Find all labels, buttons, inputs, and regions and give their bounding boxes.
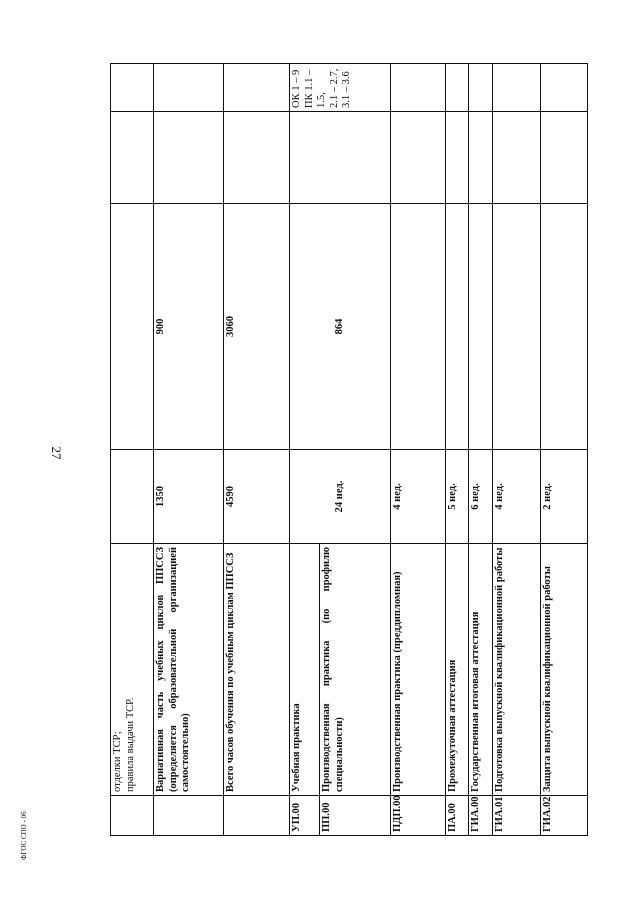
table-row — [111, 63, 154, 835]
curriculum-table-container — [110, 64, 588, 836]
name-cell: Промежуточная аттестация — [445, 543, 469, 795]
competencies-cell — [111, 111, 154, 203]
table-row — [390, 63, 445, 835]
extra-cell — [111, 63, 154, 111]
max-hours-cell: 24 нед. — [289, 449, 390, 543]
name-cell: Государственная итоговая аттестация — [469, 543, 493, 795]
name-cell: Производственная практика (по профилю специальности) — [320, 543, 390, 795]
name-cell: Всего часов обучения по учебным циклам ППССЗ — [224, 543, 290, 795]
code-cell: ГИА.00 — [469, 796, 493, 836]
name-cell: Производственная практика (преддипломная) — [390, 543, 445, 795]
table-row — [445, 63, 469, 835]
code-cell: ГИА.02 — [540, 796, 587, 836]
max-hours-cell: 1350 — [154, 449, 224, 543]
name-cell: Вариативная часть учебных циклов ППССЗ (определяется образовательной организацией самостоятельно) — [154, 543, 224, 795]
max-hours-cell: 5 нед. — [445, 449, 469, 543]
name-cell: отделки ТСР; правила выдачи ТСР. — [111, 543, 154, 795]
code-cell: УП.00 — [289, 796, 319, 836]
max-hours-cell: 2 нед. — [540, 449, 587, 543]
name-cell: Учебная практика — [289, 543, 319, 795]
max-hours-cell: 4590 — [224, 449, 290, 543]
footer-code: ФГОС СПО - 06 — [20, 811, 28, 860]
curriculum-table — [110, 63, 588, 836]
obligatory-hours-cell: 900 — [154, 203, 224, 449]
max-hours-cell — [111, 449, 154, 543]
page-number: 27 — [49, 446, 64, 460]
code-cell: ПА.00 — [445, 796, 469, 836]
code-cell: ГИА.01 — [493, 796, 540, 836]
table-row — [224, 63, 290, 835]
table-row — [469, 63, 493, 835]
name-cell: Подготовка выпускной квалификационной работы — [493, 543, 540, 795]
code-cell: ПДП.00 — [390, 796, 445, 836]
obligatory-hours-cell — [111, 203, 154, 449]
table-row — [289, 63, 319, 835]
code-cell — [111, 796, 154, 836]
name-cell: Защита выпускной квалификационной работы — [540, 543, 587, 795]
max-hours-cell: 4 нед. — [493, 449, 540, 543]
obligatory-hours-cell: 3060 — [224, 203, 290, 449]
max-hours-cell: 4 нед. — [390, 449, 445, 543]
table-row — [154, 63, 224, 835]
obligatory-hours-cell: 864 — [289, 203, 390, 449]
code-cell: ПП.00 — [320, 796, 390, 836]
max-hours-cell: 6 нед. — [469, 449, 493, 543]
table-row — [493, 63, 540, 835]
table-row — [540, 63, 587, 835]
competencies-cell: ОК 1 – 9 ПК 1.1 – 1.5, 2.1 – 2.7, 3.1 – 3.6 — [289, 63, 390, 111]
